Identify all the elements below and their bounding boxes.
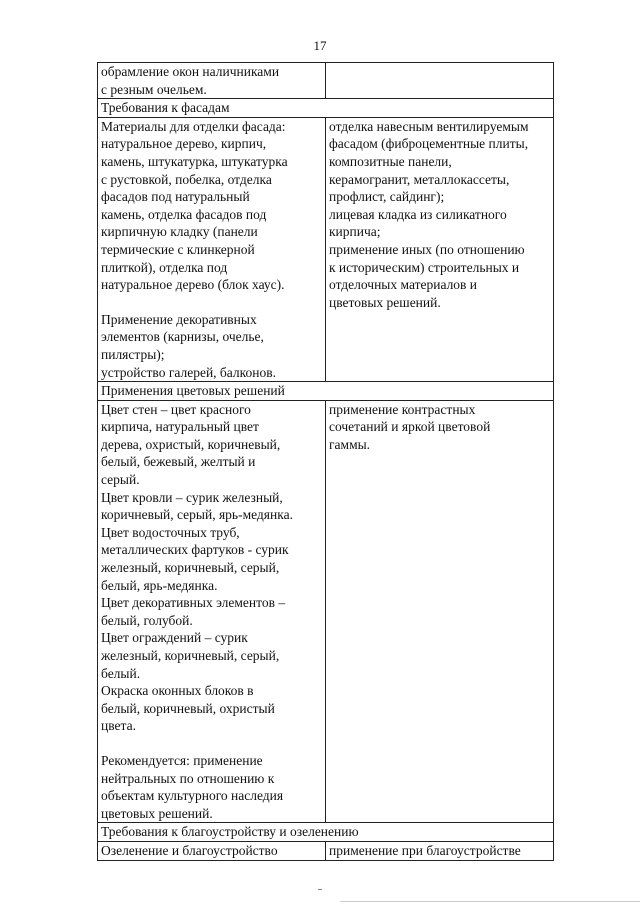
scan-edge xyxy=(340,901,640,902)
text-line: Цвет ограждений – сурик xyxy=(101,630,248,646)
text-line: Рекомендуется: применение xyxy=(101,752,263,768)
text-line: плиткой), отделка под xyxy=(101,259,228,275)
text-line: нейтральных по отношению к xyxy=(101,770,275,786)
text-line: отделка навесным вентилируемым xyxy=(329,118,529,134)
text-line: Цвет кровли – сурик железный, xyxy=(101,489,283,505)
text-line: цветовых решений. xyxy=(101,805,213,821)
text-line: серый. xyxy=(101,472,140,488)
text-line: белый, голубой. xyxy=(101,612,193,628)
text-line: применение при благоустройстве xyxy=(329,842,521,858)
cell-prohibited xyxy=(326,117,554,381)
text-line: с рустовкой, побелка, отделка xyxy=(101,171,272,187)
page-number: 17 xyxy=(313,38,327,53)
cell-allowed xyxy=(98,63,326,99)
text-line: белый, бежевый, желтый и xyxy=(101,454,256,470)
cell-allowed xyxy=(98,841,326,860)
text-line: профлист, сайдинг); xyxy=(329,189,445,205)
text-line: кирпичную кладку (панели xyxy=(101,224,258,240)
text-line: железный, коричневый, серый, xyxy=(101,560,280,576)
text-line: Цвет стен – цвет красного xyxy=(101,401,251,417)
text-line: Цвет декоративных элементов – xyxy=(101,595,286,611)
text-line: объектам культурного наследия xyxy=(101,788,284,804)
text-line: кирпича, натуральный цвет xyxy=(101,419,259,435)
text-line: применение иных (по отношению xyxy=(329,241,525,257)
section-header-row xyxy=(98,382,554,401)
scan-mark xyxy=(318,889,322,890)
cell-allowed xyxy=(98,117,326,381)
text-line: гаммы. xyxy=(329,436,371,452)
text-line: применение контрастных xyxy=(329,401,476,417)
text-line: металлических фартуков - сурик xyxy=(101,542,289,558)
text-line: композитные панели, xyxy=(329,153,452,169)
cell-allowed xyxy=(98,400,326,823)
text-line: Озеленение и благоустройство xyxy=(101,842,278,858)
table-row xyxy=(98,63,554,99)
section-header-row xyxy=(98,99,554,118)
text-line: камень, отделка фасадов под xyxy=(101,206,267,222)
section-title: Применения цветовых решений xyxy=(98,382,554,401)
cell-prohibited xyxy=(326,400,554,823)
text-line: Материалы для отделки фасада: xyxy=(101,118,286,134)
text-line: дерева, охристый, коричневый, xyxy=(101,436,281,452)
section-title: Требования к благоустройству и озеленению xyxy=(98,823,554,842)
text-line: элементов (карнизы, очелье, xyxy=(101,329,264,345)
text-line: отделочных материалов и xyxy=(329,277,478,293)
text-line: лицевая кладка из силикатного xyxy=(329,206,507,222)
section-title: Требования к фасадам xyxy=(98,99,554,118)
text-line: коричневый, серый, ярь-медянка. xyxy=(101,507,293,523)
text-line: пилястры); xyxy=(101,346,165,362)
text-line: керамогранит, металлокассеты, xyxy=(329,171,510,187)
table-body xyxy=(98,63,554,861)
text-line: железный, коричневый, серый, xyxy=(101,648,280,663)
cell-prohibited xyxy=(326,63,554,99)
requirements-table xyxy=(97,62,554,861)
text-line: сочетаний и яркой цветовой xyxy=(329,419,491,435)
text-line: белый, коричневый, охристый xyxy=(101,700,275,716)
text-line: Цвет водосточных труб, xyxy=(101,524,240,540)
text-line: цвета. xyxy=(101,718,136,734)
text-line: к историческим) строительных и xyxy=(329,259,520,275)
text-line: термические с клинкерной xyxy=(101,241,255,257)
text-line: Окраска оконных блоков в xyxy=(101,683,254,699)
cell-prohibited xyxy=(326,841,554,860)
text-line: цветовых решений. xyxy=(329,294,441,310)
text-line: белый. xyxy=(101,665,141,681)
text-line: натуральное дерево (блок хаус). xyxy=(101,277,285,293)
table-row xyxy=(98,117,554,381)
text-line: Применение декоративных xyxy=(101,311,257,327)
text-line: белый, ярь-медянка. xyxy=(101,577,218,593)
text-line: кирпича; xyxy=(329,224,381,240)
text-line: фасадом (фиброцементные плиты, xyxy=(329,136,529,152)
table-row xyxy=(98,841,554,860)
text-line: камень, штукатурка, штукатурка xyxy=(101,153,288,169)
text-line: натуральное дерево, кирпич, xyxy=(101,136,267,152)
text-line: фасадов под натуральный xyxy=(101,189,250,205)
text-line: устройство галерей, балконов. xyxy=(101,364,276,380)
text-line: обрамление окон наличниками xyxy=(101,64,280,79)
text-line: с резным очельем. xyxy=(101,81,207,97)
section-header-row xyxy=(98,823,554,842)
table-row xyxy=(98,400,554,823)
